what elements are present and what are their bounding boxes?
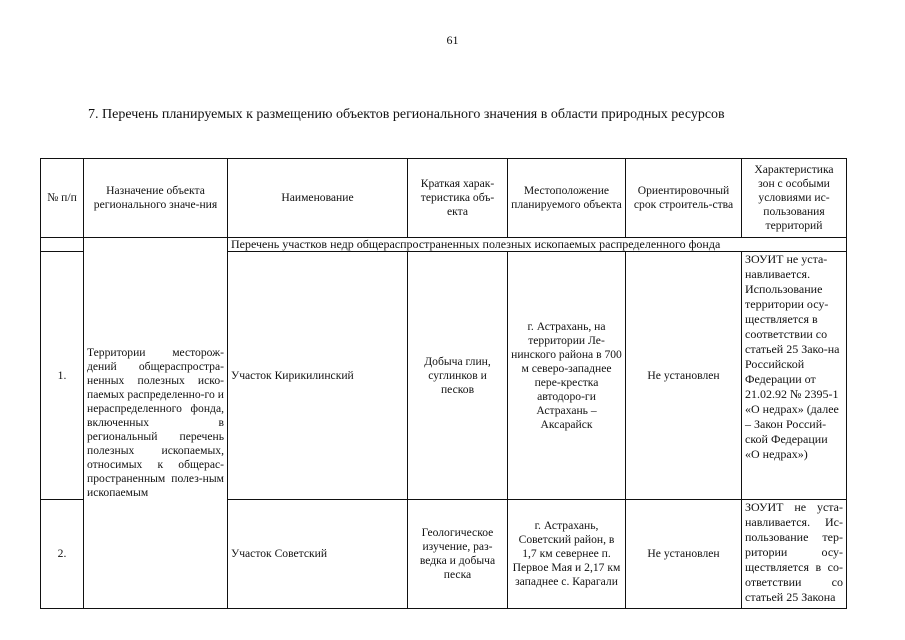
row-num: 2. [41,500,84,609]
row-location: г. Астрахань, на территории Ле-нинского района в 700 м северо-западнее пере-крестка автодоро-ги Астрахань – Аксарайск [508,252,626,500]
header-purpose: Назначение объекта регионального значе-ния [84,159,228,238]
row-location: г. Астрахань, Советский район, в 1,7 км севернее п. Первое Мая и 2,17 км западнее с. Карагали [508,500,626,609]
row-brief: Геологическое изучение, раз-ведка и добыча песка [408,500,508,609]
header-num: № п/п [41,159,84,238]
purpose-cell: Территории месторож-дений общераспростра-ненных полезных иско-паемых распределенно-го и нераспределенного фонда, включенных в региональный перечень полезных ископаемых, относимых к общерас-пространенным полез-ным ископаемым [84,238,228,609]
row-term: Не установлен [626,500,742,609]
row-name: Участок Кирикилинский [228,252,408,500]
subheader-cell: Перечень участков недр общераспространенных полезных ископаемых распределенного фонда [228,238,847,252]
row-num: 1. [41,252,84,500]
header-term: Ориентировочный срок строитель-ства [626,159,742,238]
page-number: 61 [446,33,459,47]
row-term: Не установлен [626,252,742,500]
header-zones: Характеристика зон с особыми условиями ис-пользования территорий [742,159,847,238]
table-subheader-row [41,238,847,252]
row-brief: Добыча глин, суглинков и песков [408,252,508,500]
header-brief: Краткая харак-теристика объ-екта [408,159,508,238]
table-header-row [41,159,847,238]
header-name: Наименование [228,159,408,238]
row-zones: ЗОУИТ не уста-навливается. Ис-пользование тер-ритории осу-ществляется в со-ответствии со статьей 25 Закона [742,500,847,609]
objects-table [40,158,847,609]
header-location: Местоположение планируемого объекта [508,159,626,238]
row-name: Участок Советский [228,500,408,609]
row-zones: ЗОУИТ не уста-навливается. Использование территории осу-ществляется в соответствии со статьей 25 Зако-на Российской Федерации от 21.02.92 № 2395-1 «О недрах» (далее – Закон Россий-ской Федерации «О недрах») [742,252,847,500]
num-cell-empty [41,238,84,252]
section-title: 7. Перечень планируемых к размещению объектов регионального значения в области природных ресурсов [88,107,725,122]
